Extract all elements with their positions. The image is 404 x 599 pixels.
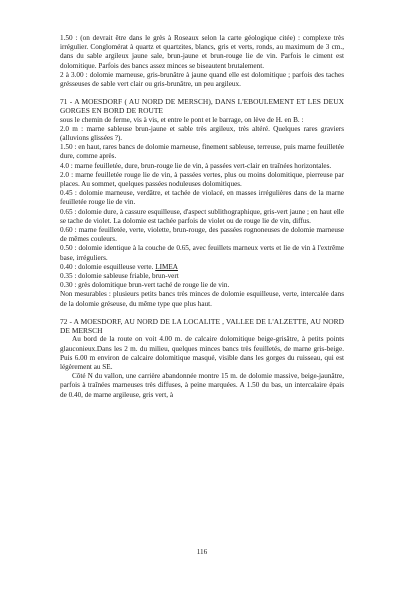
section-71-line: Non mesurables : plusieurs petits bancs très minces de dolomie esquilleuse, verte, intercalée dans de la dolomie gréseuse, du même type que plus haut. (60, 290, 344, 308)
section-71-line: 0.45 : dolomie marneuse, verdâtre, et tachée de violacé, en masses irrégulières dans de la marne feuilletée rouge lie de vin. (60, 189, 344, 207)
section-71-line: 4.0 : marne feuilletée, dure, brun-rouge lie de vin, à passées vert-clair en traînées horizontales. (60, 161, 332, 170)
section-71-line: sous le chemin de ferme, vis à vis, et entre le pont et le barrage, on lève de H. en B. : (60, 115, 304, 124)
section-71-line-limea (60, 263, 344, 272)
section-heading-72: 72 - A MOESDORF, AU NORD DE LA LOCALITE , VALLEE DE L'ALZETTE, AU NORD DE MERSCH (60, 316, 344, 336)
section-72-paragraph-2: Côté N du vallon, une carrière abandonnée montre 15 m. de dolomie massive, beige-jaunâtre, parfois à traînées marneuses très diffuses, à peine marquées. A 1.50 du bas, un intercalaire épais de 0.40, de marne argileuse, gris vert, à (60, 372, 344, 399)
section-71-line: 0.35 : dolomie sableuse friable, brun-vert (60, 272, 179, 281)
section-72-paragraph-1: Au bord de la route on voit 4.00 m. de calcaire dolomitique beige-grisâtre, à petits points glauconieux.Dans les 2 m. du milieu, quelques minces bancs très feuilletés, de marne gris-beige. Puis 6.00 m environ de calcaire dolomitique masqué, visible dans les gorges du ruisseau, qui est légèrement au SE. (60, 335, 344, 371)
paragraph-layer-1-50: 1.50 : (on devrait être dans le grès à Roseaux selon la carte géologique citée) : complexe très irrégulier. Conglomérat à quartz et quartzites, blancs, gris et verts, ronds, au maximum de 3 cm., dans du sable argileux jaune sale, brun-jaune et brun-rouge lie de vin. Parfois le ciment est dolomitique. Parfois des bancs assez minces se biseautent brutalement. (60, 34, 344, 70)
section-heading-71: 71 - A MOESDORF ( AU NORD DE MERSCH), DANS L'EBOULEMENT ET LES DEUX GORGES EN BORD DE ROUTE (60, 97, 344, 116)
text-column (60, 34, 344, 400)
section-71-line: 2.0 m : marne sableuse brun-jaune et sable très argileux, très altéré. Quelques rares graviers (alluvions glissées ?). (60, 124, 344, 143)
section-71-line: 1.50 : en haut, rares bancs de dolomie marneuse, finement sableuse, terreuse, puis marne feuilletée dure, comme après. (60, 143, 344, 161)
limea-underlined-word: LIMEA (155, 262, 178, 271)
section-71-line: 0.50 : dolomie identique à la couche de 0.65, avec feuillets marneux verts et lie de vin à l'extrême base, irréguliers. (60, 244, 344, 262)
section-71-line: 0.30 : grès dolomitique brun-vert taché de rouge lie de vin. (60, 281, 230, 290)
section-71-line: 0.65 : dolomie dure, à cassure esquilleuse, d'aspect sublithographique, gris-vert jaune ; en haut elle se tache de violet. La dolomie est tachée parfois de violet ou de rouge lie de vin, diffus. (60, 207, 344, 225)
section-71-line: 0.60 : marne feuilletée, verte, violette, brun-rouge, des passées rognoneuses de dolomie marneuse de mêmes couleurs. (60, 226, 344, 244)
paragraph-layer-2-3: 2 à 3.00 : dolomie marneuse, gris-brunâtre à jaune quand elle est dolomitique ; parfois des taches grésseuses de sable vert clair ou gris-brunâtre, un peu argileux. (60, 70, 344, 89)
page-number: 116 (196, 548, 208, 556)
spacer (60, 89, 344, 97)
limea-line-text: 0.40 : dolomie esquilleuse verte. (60, 262, 156, 271)
spacer (60, 309, 344, 317)
section-71-line: 2.0 : marne feuilletée rouge lie de vin, à passées vertes, plus ou moins dolomitique, pierreuse par places. Au sommet, quelques passées noduleuses dolomitiques. (60, 170, 344, 189)
